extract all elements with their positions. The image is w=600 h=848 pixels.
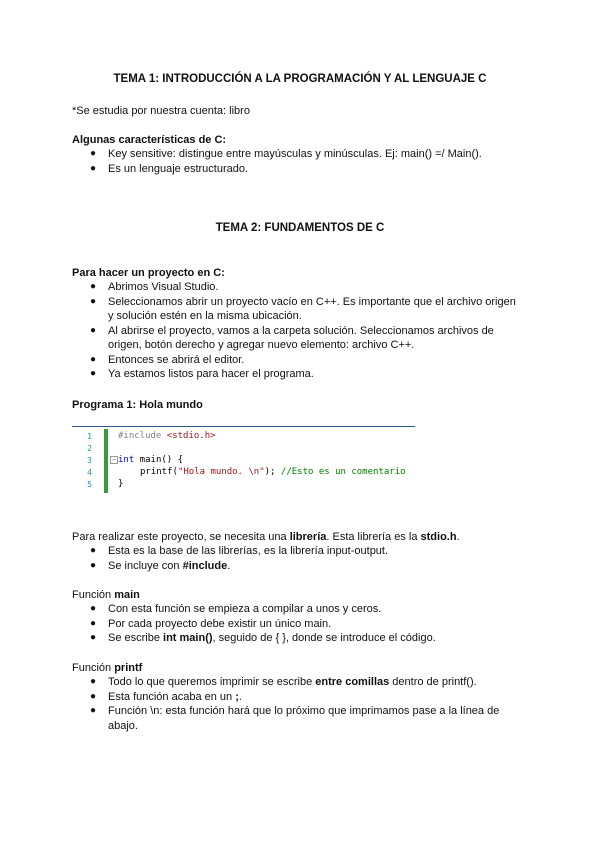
project-heading: Para hacer un proyecto en C: — [72, 267, 225, 279]
features-list — [72, 147, 482, 176]
bullet-icon: ● — [90, 603, 97, 614]
bullet-icon: ● — [90, 690, 97, 702]
list-item: ● Por cada proyecto debe existir un único main. — [90, 617, 332, 630]
bullet-icon: ● — [90, 559, 97, 571]
collapse-icon: − — [110, 456, 118, 464]
list-item: ● Seleccionamos abrir un proyecto vacío en C++. Es importante que el archivo origen — [90, 295, 516, 308]
list-item: ● Es un lenguaje estructurado. — [90, 162, 249, 175]
list-item: ● Abrimos Visual Studio. — [90, 281, 219, 293]
list-item: ● Con esta función se empieza a compilar a unos y ceros. — [90, 603, 382, 615]
features-heading: Algunas características de C: — [72, 134, 227, 146]
code-screenshot — [72, 426, 415, 495]
line-number: 4 — [87, 468, 92, 477]
change-indicator-bar — [104, 429, 108, 493]
bullet-icon: ● — [90, 676, 97, 687]
list-item-continuation: y solución estén en la misma ubicación. — [108, 310, 302, 322]
library-intro: Para realizar este proyecto, se necesita una librería. Esta librería es la stdio.h. — [72, 531, 460, 543]
line-number: 2 — [87, 444, 92, 453]
list-item: ● Todo lo que queremos imprimir se escribe entre comillas dentro de printf(). — [90, 676, 477, 688]
bullet-icon: ● — [90, 368, 97, 379]
list-item: ● Key sensitive: distingue entre mayúsculas y minúsculas. Ej: main() =/ Main(). — [90, 148, 482, 160]
bullet-icon: ● — [90, 295, 97, 307]
bullet-icon: ● — [90, 281, 97, 292]
list-item: ● Función \n: esta función hará que lo próximo que imprimamos pase a la línea de — [90, 705, 500, 717]
tema1-title: TEMA 1: INTRODUCCIÓN A LA PROGRAMACIÓN Y AL LENGUAJE C — [113, 73, 487, 85]
library-list — [72, 544, 388, 573]
line-number-gutter — [72, 427, 100, 495]
list-item: ● Esta función acaba en un ;. — [90, 690, 242, 703]
printf-heading: Función printf — [72, 662, 143, 674]
list-item: ● Se incluye con #include. — [90, 559, 231, 572]
line-number: 1 — [87, 432, 92, 441]
main-heading: Función main — [72, 589, 140, 601]
bullet-icon: ● — [90, 545, 97, 556]
line-number: 5 — [87, 480, 92, 489]
list-item: ● Al abrirse el proyecto, vamos a la carpeta solución. Seleccionamos archivos de — [90, 324, 494, 337]
list-item: ● Ya estamos listos para hacer el programa. — [90, 368, 314, 380]
bullet-icon: ● — [90, 353, 97, 365]
bullet-icon: ● — [90, 617, 97, 629]
list-item: ● Entonces se abrirá el editor. — [90, 353, 245, 366]
bullet-icon: ● — [90, 324, 97, 336]
bullet-icon: ● — [90, 148, 97, 159]
program-heading: Programa 1: Hola mundo — [72, 399, 203, 411]
list-item: ● Se escribe int main(), seguido de { }, donde se introduce el código. — [90, 632, 436, 644]
main-list — [72, 602, 436, 646]
tema2-title: TEMA 2: FUNDAMENTOS DE C — [215, 222, 385, 234]
list-item-continuation: origen, botón derecho y agregar nuevo elemento: archivo C++. — [108, 339, 415, 351]
code-line-1: #include <stdio.h> — [118, 431, 216, 441]
printf-list — [72, 675, 499, 733]
code-line-4: printf("Hola mundo. \n"); //Esto es un comentario — [140, 467, 406, 477]
bullet-icon: ● — [90, 162, 97, 174]
list-item: ● Esta es la base de las librerías, es la librería input-output. — [90, 545, 389, 557]
project-steps-list — [72, 280, 516, 382]
code-line-3: int main() { — [118, 455, 184, 465]
code-line-5: } — [118, 479, 124, 489]
list-item-continuation: abajo. — [108, 719, 138, 732]
bullet-icon: ● — [90, 705, 97, 716]
tema1-note: *Se estudia por nuestra cuenta: libro — [72, 105, 250, 117]
bullet-icon: ● — [90, 632, 97, 643]
line-number: 3 — [87, 456, 92, 465]
